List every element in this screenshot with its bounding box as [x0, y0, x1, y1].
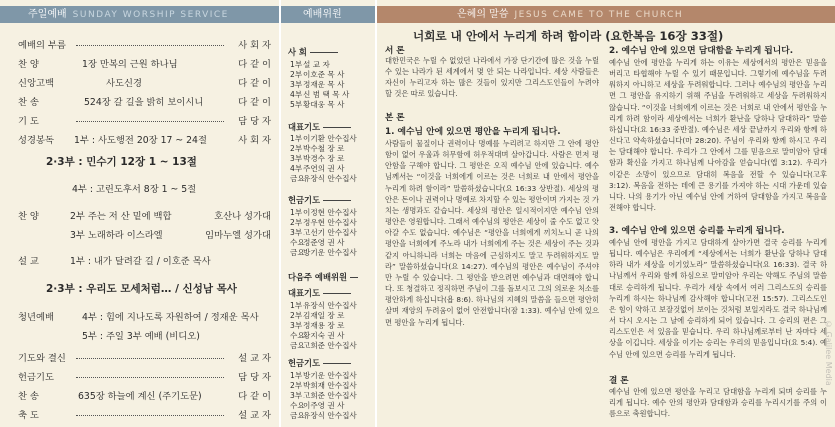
- staff-slot: 1부: [290, 371, 303, 380]
- intro-heading: 서 론: [385, 46, 405, 56]
- order-row-hymn: 찬 송 524장 갈 길을 밝히 보이시니 다 같 이: [18, 97, 271, 108]
- staff-slot: 수요: [290, 331, 305, 340]
- staff-slot: 2부: [290, 311, 303, 320]
- staff-name: 유장식 안수집사: [303, 301, 357, 310]
- youth-row-5: 5부 : 주일 3부 예배 (비디오): [82, 331, 200, 342]
- staff-row: [290, 321, 374, 331]
- staff-group-title: 사 회: [288, 46, 338, 58]
- order-row-call: 예배의 부름 사 회 자: [18, 40, 271, 51]
- point-2-heading: 2. 예수님 안에 있으면 담대함을 누리게 됩니다.: [609, 46, 794, 56]
- conclusion-paragraph: 예수님 안에 있으면 평안을 누리고 담대함을 누리게 되며 승리를 누리게 됩니다. 예수 안의 평안과 담대함과 승리를 누리시기를 주의 이름으로 축원합니다.: [609, 387, 827, 419]
- staff-name: 방기운 안수집사: [303, 248, 357, 257]
- staff-row: [290, 228, 374, 238]
- watermark: © Galilee Media: [824, 320, 833, 386]
- staff-name: 정준영 권 사: [303, 238, 345, 247]
- staff-slot: 3부: [290, 321, 303, 330]
- staff-name: 박경수 장 로: [303, 154, 345, 163]
- staff-name: 고희준 안수집사: [303, 391, 357, 400]
- staff-slot: 1부: [290, 208, 303, 217]
- staff-name: 이주영 권 사: [303, 401, 345, 410]
- staff-row: [290, 90, 374, 100]
- sermon-title-2-3: 2·3부 : 우리도 모세처럼… / 신성남 목사: [46, 283, 237, 295]
- staff-header: 예배위원: [281, 6, 375, 23]
- staff-name: 유장식 안수집사: [303, 174, 357, 183]
- staff-slot: 3부: [290, 391, 303, 400]
- order-row-hymn-2: 찬 송 635장 하늘에 계신 (주기도문) 다 같 이: [18, 391, 271, 402]
- staff-row: [290, 248, 374, 258]
- staff-name: 설 교 자: [303, 60, 330, 69]
- staff-name: 고희준 안수집사: [303, 341, 357, 350]
- staff-name: 정재운 목 사: [303, 80, 345, 89]
- staff-row: [290, 218, 374, 228]
- staff-slot: 4부: [290, 90, 303, 99]
- staff-name: 박희재 안수집사: [303, 381, 357, 390]
- staff-slot: 2부: [290, 381, 303, 390]
- staff-group-title: 헌금기도: [288, 194, 351, 206]
- staff-group-title: 다음주 예배위원: [288, 271, 358, 283]
- order-row-benediction: 축 도 설 교 자: [18, 410, 271, 421]
- staff-name: 황대웅 목 사: [303, 100, 345, 109]
- body-heading: 본 론: [385, 113, 405, 123]
- staff-row: [290, 100, 374, 110]
- order-row-prayer: 기 도 담 당 자: [18, 116, 271, 127]
- order-row-reading: 성경봉독 1부 : 사도행전 20장 17 ~ 24절 사 회 자: [18, 135, 271, 146]
- staff-group-title: 대표기도: [288, 121, 351, 133]
- reading-2-3: 2·3부 : 민수기 12장 1 ~ 13절: [46, 156, 197, 168]
- point-1-heading: 1. 예수님 안에 있으면 평안을 누리게 됩니다.: [385, 127, 561, 137]
- staff-slot: 1부: [290, 301, 303, 310]
- staff-row: [290, 331, 374, 341]
- staff-name: 이호준 목 사: [303, 70, 345, 79]
- staff-row: [290, 80, 374, 90]
- order-row-offering: 헌금기도 담 당 자: [18, 372, 271, 383]
- staff-slot: 금요: [290, 341, 305, 350]
- staff-group-title: 대표기도: [288, 287, 351, 299]
- point-3-paragraph: 예수님 안에 평안을 가지고 담대하게 살아가면 결국 승리를 누리게 됩니다. 예수님은 우리에게 “세상에서는 너희가 환난을 당하나 담대하라 내가 세상을 이기었노라” 말씀하셨습니다(요 16:33). 결국 하나님께서 우리와 함께 하심으로 말미암아 우리는 약해도 주님의 말씀대로 승리하게 됩니다. 우리가 세상 속에서 여러 그리스도의 승리를 누리게 하시는 하나님께 감사해야 합니다(고전 15:57). 그리스도인은 힘이 약하고 보잘것없어 보이는 것처럼 보일지라도 결국 하나님께서 다시 오시는 그 날에 승리하게 되어 있습니다. 그 승리의 편은 그리스도인은 서 있음을 믿습니다. 우리 하나님께로부터 난 자마다 세상을 이깁니다. 세상을 이기는 승리는 우리의 믿음입니다(요 5:4). 예수님 안에 있으면 승리를 누리게 됩니다.: [609, 238, 827, 359]
- staff-slot: 수요: [290, 401, 305, 410]
- staff-group-title: 헌금기도: [288, 357, 351, 369]
- staff-name: 박수철 장 로: [303, 144, 345, 153]
- staff-name: 신 범 택 목 사: [303, 90, 350, 99]
- staff-row: [290, 341, 374, 351]
- staff-row: [290, 391, 374, 401]
- worship-order-panel: [0, 0, 279, 427]
- point-1-paragraph: 사람들이 물질이나 권력이나 명예를 누리려고 하지만 그 안에 평안함이 없어 우울과 허무함에 허우적대며 살아갑니다. 사람은 먼저 평안함을 구해야 합니다. 그 평안은 오직 예수님 안에 있습니다. 예수님께서는 “이것을 너희에게 이르는 것은 너희로 내 안에서 평안을 누리게 하려 함이라” 말씀하셨습니다(요 16:33 상반절). 세상의 평안은 돈이나 권력이나 명예로 차지할 수 있는 평안이며 가지는 것 가치는 생명과도 같습니다. 세상의 평안은 일시적이지만 예수님 안의 평안은 영원합니다. 그래서 예수님의 평안은 세상이 줄 수도 없고 앗아갈 수도 없습니다. 예수님은 “평안을 너희에게 끼치노니 곧 나의 평안을 너희에게 주노라 내가 너희에게 주는 것은 세상이 주는 것과 같지 아니하니라 너희는 마음에 근심하지도 말고 두려워하지도 말라” 말씀하셨습니다(요 14:27). 예수님의 평안은 예수님이 주셔야만 누릴 수 있습니다. 그 평안을 받으려면 예수님과 대면해야 합니다. 또 청결하고 정직하면 주님이 그를 돌보시고 그의 의로운 처소를 평안하게 하십니다(욥 8:6). 하나님의 지혜의 말씀을 들으면 평안히 살며 재앙의 두려움이 없어 안전합니다(잠 1:33). 예수님 안에 있으면 평안을 누리게 됩니다.: [385, 139, 599, 327]
- staff-slot: 수요: [290, 238, 305, 247]
- choir-row-1: 찬 양 2부 주는 저 산 밑에 백합 호산나 성가대: [18, 211, 271, 222]
- order-row-commit: 기도와 결신 설 교 자: [18, 353, 271, 364]
- staff-name: 김재일 장 로: [303, 311, 345, 320]
- staff-row: [290, 401, 374, 411]
- intro-paragraph: 대한민국은 누릴 수 없었던 나라에서 가장 단기간에 많은 것을 누릴 수 있는 나라가 된 세계에서 몇 안 되는 나라입니다. 세상 사람들은 자신이 누리고자 하는 많은 것들이 있지만 그리스도인들이 누려야 할 것은 따로 있습니다.: [385, 56, 599, 99]
- staff-row: [290, 144, 374, 154]
- reading-4: 4부 : 고린도후서 8장 1 ~ 5절: [72, 184, 197, 195]
- staff-name: 이기환 안수집사: [303, 134, 357, 143]
- staff-slot: 2부: [290, 218, 303, 227]
- staff-row: [290, 174, 374, 184]
- staff-row: [290, 208, 374, 218]
- staff-slot: 금요: [290, 248, 305, 257]
- worship-staff-panel: [281, 0, 375, 427]
- staff-name: 황지숙 권 사: [303, 331, 345, 340]
- staff-slot: 2부: [290, 70, 303, 79]
- sermon-main-title: 너희로 내 안에서 누리게 하려 함이라 (요한복음 16장 33절): [413, 29, 724, 43]
- staff-row: [290, 134, 374, 144]
- staff-row: [290, 381, 374, 391]
- staff-name: 주연의 권 사: [303, 164, 345, 173]
- staff-name: 고선기 안수집사: [303, 228, 357, 237]
- staff-row: [290, 301, 374, 311]
- worship-order-header: 주일예배 SUNDAY WORSHIP SERVICE: [0, 6, 279, 23]
- sermon-header: 은혜의 말씀 JESUS CAME TO THE CHURCH: [377, 6, 835, 23]
- staff-row: [290, 238, 374, 248]
- conclusion-heading: 결 론: [609, 376, 629, 386]
- staff-name: 이정현 안수집사: [303, 208, 357, 217]
- order-row-creed: 신앙고백 사도신경 다 같 이: [18, 78, 271, 89]
- staff-name: 유장식 안수집사: [303, 411, 357, 420]
- staff-name: 정우현 안수집사: [303, 218, 357, 227]
- staff-slot: 2부: [290, 144, 303, 153]
- staff-slot: 금요: [290, 174, 305, 183]
- staff-slot: 1부: [290, 60, 303, 69]
- staff-slot: 3부: [290, 154, 303, 163]
- staff-row: [290, 154, 374, 164]
- youth-row-4: 청년예배 4부 : 힘에 지나도록 자원하여 / 정재운 목사: [18, 312, 259, 323]
- staff-slot: 4부: [290, 164, 303, 173]
- staff-slot: 3부: [290, 80, 303, 89]
- staff-row: [290, 311, 374, 321]
- order-row-praise: 찬 양 1장 만복의 근원 하나님 다 같 이: [18, 59, 271, 70]
- staff-row: [290, 164, 374, 174]
- staff-row: [290, 70, 374, 80]
- point-3-heading: 3. 예수님 안에 있으면 승리를 누리게 됩니다.: [609, 226, 785, 236]
- staff-name: 방기운 안수집사: [303, 371, 357, 380]
- staff-slot: 금요: [290, 411, 305, 420]
- preach-row: 설 교 1부 : 내가 달려갈 길 / 이호준 목사: [18, 256, 211, 267]
- sermon-panel: [377, 0, 835, 427]
- choir-row-2: 3부 노래하라 이스라엘 임마누엘 성가대: [70, 230, 271, 241]
- staff-slot: 5부: [290, 100, 303, 109]
- staff-row: [290, 60, 374, 70]
- staff-row: [290, 371, 374, 381]
- point-2-paragraph: 예수님 안에 평안을 누리게 하는 이유는 세상에서의 평안은 믿음을 버리고 타협해야 누릴 수 있기 때문입니다. 그렇기에 예수님을 두려워하지 아니하고 세상을 두려워합니다. 그러나 예수님의 평안을 누리면 그 평안을 유지하기 위해 주님을 두려워하고 세상을 두려워하지 않습니다. “이것을 너희에게 이르는 것은 너희로 내 안에서 평안을 누리게 하려 함이라 세상에서는 너희가 환난을 당하나 담대하라” 말씀하십니다(요 16:33 중반절). 예수님은 세상 끝날까지 우리와 항께 하신다고 약속하셨습니다(마 28:20). 주님이 우리와 항께 하시고 우리는 담대해야 합니다. 우리가 그 안에서 그를 믿음으로 말미암아 담대함과 확신을 가지고 하나님께 나아감을 얻습니다(엡 3:12). 우리가 이같은 소망이 있으므로 담대히 복음을 전할 수 있습니다(고후 3:12). 복음을 전하는 데에 큰 용기를 가져야 하는 시대 가운데 있습니다. 나의 용기가 아닌 예수님 안에 거하여 담대함을 가지고 복음을 전해야 합니다.: [609, 58, 827, 213]
- staff-slot: 1부: [290, 134, 303, 143]
- staff-name: 정재용 장 로: [303, 321, 345, 330]
- staff-slot: 3부: [290, 228, 303, 237]
- staff-row: [290, 411, 374, 421]
